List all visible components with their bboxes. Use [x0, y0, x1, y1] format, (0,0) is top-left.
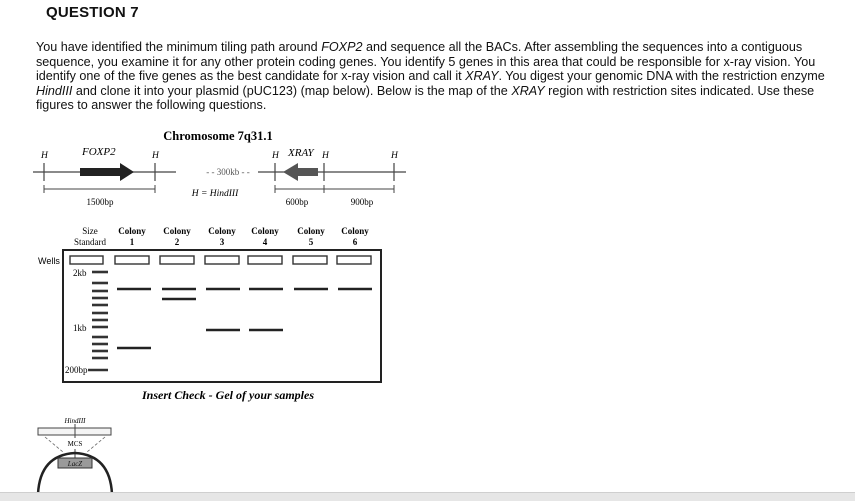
xray-arrow-icon: [283, 163, 318, 181]
wells-label: Wells: [38, 256, 60, 266]
lane-header: Colony: [341, 226, 369, 236]
mcs-label: MCS: [67, 440, 83, 448]
hind-site-label: H: [152, 151, 159, 161]
well: [337, 256, 371, 264]
well: [205, 256, 239, 264]
well: [115, 256, 149, 264]
lane-header: 6: [352, 237, 358, 247]
gene-name-xray-2: XRAY: [511, 83, 545, 98]
lane-header: 2: [174, 237, 180, 247]
foxp2-arrow-icon: [80, 163, 134, 181]
lane-header: 1: [129, 237, 135, 247]
gene-name-foxp2: FOXP2: [321, 40, 363, 54]
plasmid-map: [38, 417, 112, 494]
hind-site-label: H: [41, 151, 48, 161]
lane-header: 4: [262, 237, 268, 247]
gene-name-xray: XRAY: [465, 69, 499, 84]
lane-header: Size: [82, 226, 98, 236]
hind-site-label: H: [272, 151, 279, 161]
gap-label: - - 300kb - -: [206, 167, 250, 177]
hind-site-label: H: [391, 151, 398, 161]
map-title: Chromosome 7q31.1: [163, 129, 273, 143]
lane-header: Colony: [163, 226, 191, 236]
well: [70, 256, 103, 264]
ladder-label-1kb: 1kb: [73, 323, 87, 333]
foxp2-label: FOXP2: [82, 146, 116, 158]
lane-header: 5: [308, 237, 314, 247]
xray-label: XRAY: [288, 147, 314, 159]
question-text: You have identified the minimum tiling path around FOXP2 and sequence all the BACs. After assembling the sequences into a contiguous sequence, you examine it for any other protein coding genes. You identify 5 genes in this area that could be responsible for x-ray vision. You identify one of the five genes as the best candidate for x-ray vision and call it XRAY. You digest your genomic DNA with the restriction enzyme HindIII and clone it into your plasmid (pUC123) (map below). Below is the map of the XRAY region with restriction sites indicated. Use these figures to answer the following questions.: [36, 40, 825, 113]
lane-header: Colony: [297, 226, 325, 236]
lane-header: Colony: [118, 226, 146, 236]
well: [248, 256, 282, 264]
gel-caption: Insert Check - Gel of your samples: [142, 388, 314, 402]
plasmid-site-label: HindIII: [64, 417, 86, 425]
lacz-label: LacZ: [67, 460, 83, 468]
well: [293, 256, 327, 264]
size-label-600: 600bp: [285, 197, 309, 207]
question-title: QUESTION 7: [46, 4, 139, 21]
lane-header: 3: [219, 237, 225, 247]
gel-box: [63, 250, 381, 382]
lane-header: Colony: [251, 226, 279, 236]
legend-label: H = HindIII: [191, 189, 239, 199]
lane-header: Colony: [208, 226, 236, 236]
ladder-label-2kb: 2kb: [73, 268, 87, 278]
well: [160, 256, 194, 264]
lane-header: Standard: [74, 237, 106, 247]
enzyme-name: HindIII: [36, 83, 73, 98]
size-label-1500: 1500bp: [86, 197, 114, 207]
chromosome-map: [33, 129, 406, 207]
hind-site-label: H: [322, 151, 329, 161]
ladder-label-200bp: 200bp: [65, 365, 88, 375]
gel-figure: [38, 226, 381, 402]
size-label-900: 900bp: [350, 197, 374, 207]
